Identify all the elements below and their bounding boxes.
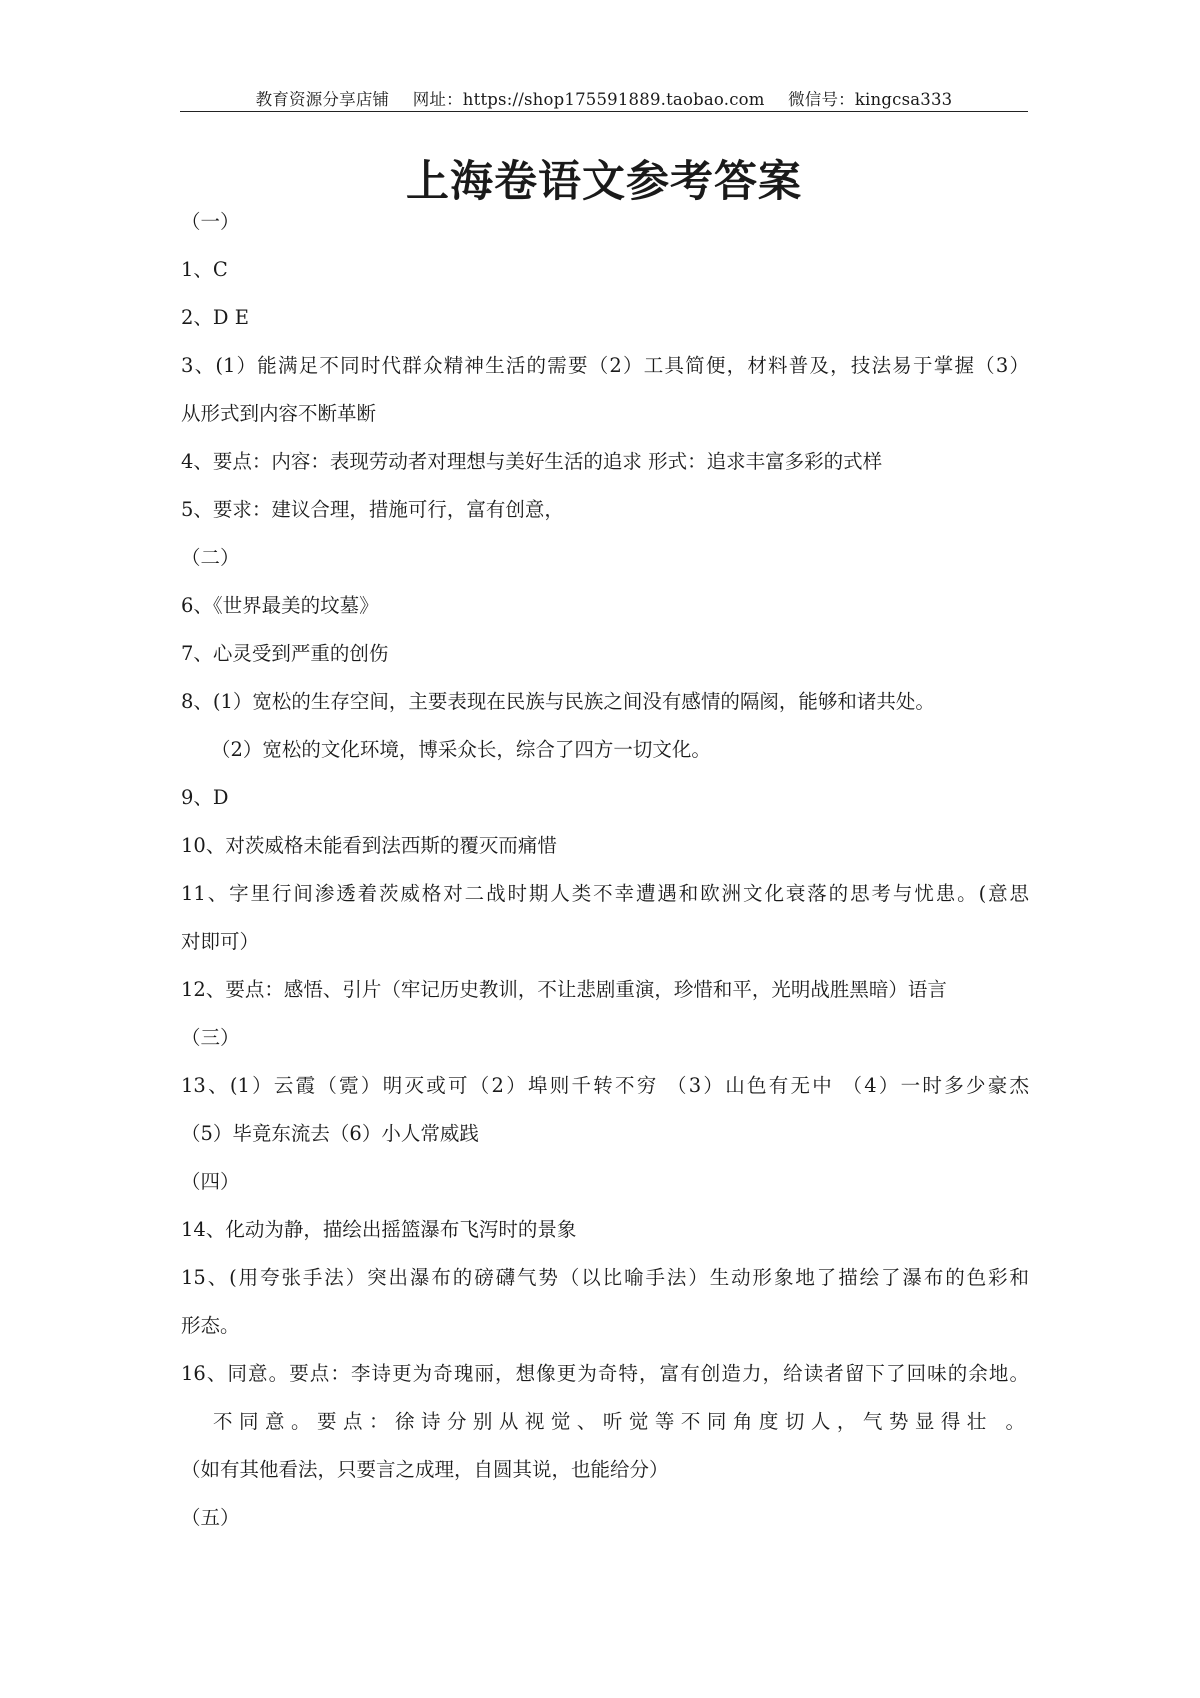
section-heading-5: （五） bbox=[181, 1506, 240, 1529]
answer-line: 1、C bbox=[181, 258, 228, 281]
section-heading-1: （一） bbox=[181, 210, 240, 233]
section-heading-2: （二） bbox=[181, 546, 240, 569]
answer-line: 10、对茨威格未能看到法西斯的覆灭而痛惜 bbox=[181, 834, 557, 857]
page-header bbox=[180, 86, 1028, 110]
answer-line: 11、字里行间渗透着茨威格对二战时期人类不幸遭遇和欧洲文化衰落的思考与忧患。(意思 bbox=[181, 882, 1029, 905]
answer-line: 8、(1）宽松的生存空间，主要表现在民族与民族之间没有感情的隔阂，能够和诸共处。 bbox=[181, 690, 935, 713]
section-heading-4: （四） bbox=[181, 1170, 240, 1193]
answer-line: 16、同意。要点：李诗更为奇瑰丽，想像更为奇特，富有创造力，给读者留下了回味的余地。 bbox=[181, 1362, 1029, 1385]
answer-line: 3、(1）能满足不同时代群众精神生活的需要（2）工具简便，材料普及，技法易于掌握（3） bbox=[181, 354, 1029, 377]
answer-line: 从形式到内容不断革断 bbox=[181, 402, 377, 425]
answer-line: 14、化动为静，描绘出摇篮瀑布飞泻时的景象 bbox=[181, 1218, 577, 1241]
answer-line: 9、D bbox=[181, 786, 229, 809]
document-title: 上海卷语文参考答案 bbox=[406, 157, 802, 207]
header-url: 网址：https://shop175591889.taobao.com bbox=[412, 90, 765, 109]
answer-line: 对即可） bbox=[181, 930, 260, 953]
answer-line: 13、(1）云霞（霓）明灭或可（2）埠则千转不穷 （3）山色有无中 （4）一时多少豪杰 bbox=[181, 1074, 1029, 1097]
answer-line: （如有其他看法，只要言之成理，自圆其说，也能给分） bbox=[181, 1458, 669, 1481]
answer-line: 15、(用夸张手法）突出瀑布的磅礴气势（以比喻手法）生动形象地了描绘了瀑布的色彩和 bbox=[181, 1266, 1029, 1289]
answer-line: 5、要求：建议合理，措施可行，富有创意， bbox=[181, 498, 564, 521]
answer-line: 4、要点：内容：表现劳动者对理想与美好生活的追求 形式：追求丰富多彩的式样 bbox=[181, 450, 883, 473]
answer-line: 7、心灵受到严重的创伤 bbox=[181, 642, 389, 665]
answer-line: （2）宽松的文化环境，博采众长，综合了四方一切文化。 bbox=[211, 738, 711, 761]
answer-line: 6、《世界最美的坟墓》 bbox=[181, 594, 379, 617]
answer-line: 形态。 bbox=[181, 1314, 240, 1337]
header-wechat: 微信号：kingcsa333 bbox=[788, 90, 953, 109]
header-divider bbox=[180, 111, 1028, 112]
answer-line: 不同意。要点：徐诗分别从视觉、听觉等不同角度切人，气势显得壮 。 bbox=[213, 1410, 1025, 1433]
answer-line: （5）毕竟东流去（6）小人常威践 bbox=[181, 1122, 479, 1145]
answer-line: 12、要点：感悟、引片（牢记历史教训，不让悲剧重演，珍惜和平，光明战胜黑暗）语言 bbox=[181, 978, 947, 1001]
section-heading-3: （三） bbox=[181, 1026, 240, 1049]
header-shop: 教育资源分享店铺 bbox=[255, 90, 390, 109]
answer-line: 2、D E bbox=[181, 306, 249, 329]
